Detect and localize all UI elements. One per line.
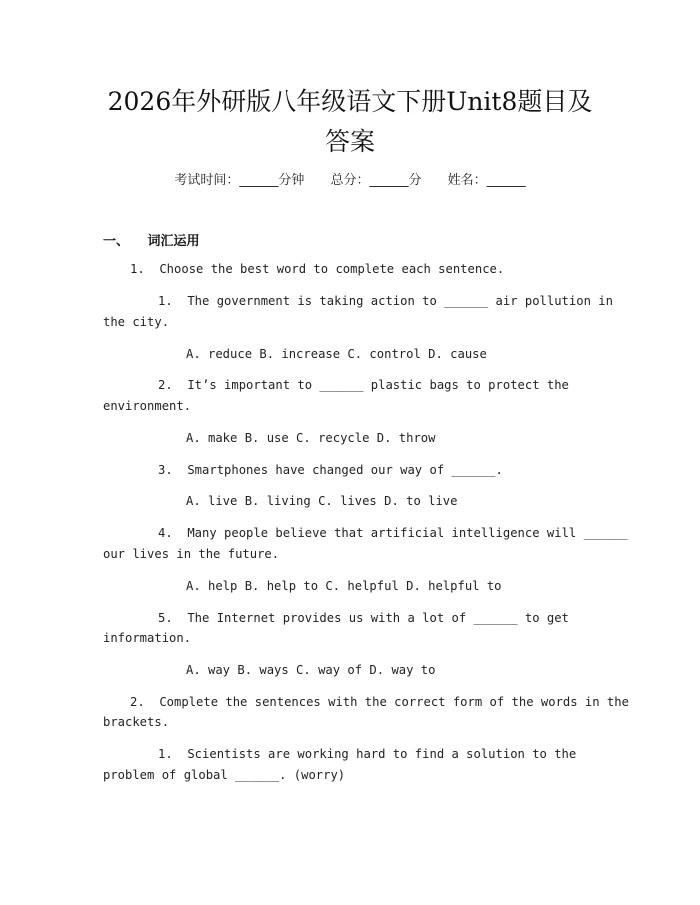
section-title: 词汇运用: [147, 234, 200, 249]
name-field: 姓名：______: [447, 173, 526, 188]
question-2-instruction-line-2: brackets.: [103, 715, 170, 729]
question-1-1-line-1: 1. The government is taking action to ______ air pollution in: [158, 294, 613, 308]
question-1-5-line-1: 5. The Internet provides us with a lot of ______ to get: [158, 611, 569, 625]
question-2-1-line-2: problem of global ______. (worry): [103, 768, 346, 782]
question-1-1-options: A. reduce B. increase C. control D. cause: [186, 347, 487, 361]
question-1-3-options: A. live B. living C. lives D. to live: [186, 494, 458, 508]
document-title: [80, 82, 620, 162]
question-2-instruction-line-1: 2. Complete the sentences with the correct form of the words in the: [130, 695, 629, 709]
question-1-5-options: A. way B. ways C. way of D. way to: [186, 663, 436, 677]
question-1-4-line-1: 4. Many people believe that artificial intelligence will ______: [158, 526, 628, 540]
section-number: 一、: [103, 234, 130, 249]
total-score-field: 总分：______分: [330, 173, 422, 188]
question-1-4-line-2: our lives in the future.: [103, 547, 280, 561]
question-1-3-line-1: 3. Smartphones have changed our way of ______.: [158, 463, 503, 477]
question-1-2-options: A. make B. use C. recycle D. throw: [186, 431, 436, 445]
question-1-2-line-1: 2. It’s important to ______ plastic bags to protect the: [158, 378, 569, 392]
question-1-4-options: A. help B. help to C. helpful D. helpful to: [186, 579, 502, 593]
question-1-instruction: 1. Choose the best word to complete each sentence.: [130, 262, 505, 276]
exam-time-field: 考试时间：______分钟: [174, 173, 305, 188]
exam-info-row: [0, 169, 700, 188]
title-line-1: 2026年外研版八年级语文下册Unit8题目及: [107, 87, 593, 116]
title-line-2: 答案: [324, 127, 375, 156]
question-1-5-line-2: information.: [103, 631, 192, 645]
section-heading: [103, 230, 200, 249]
question-1-1-line-2: the city.: [103, 315, 170, 329]
question-2-1-line-1: 1. Scientists are working hard to find a solution to the: [158, 747, 577, 761]
question-1-2-line-2: environment.: [103, 399, 192, 413]
